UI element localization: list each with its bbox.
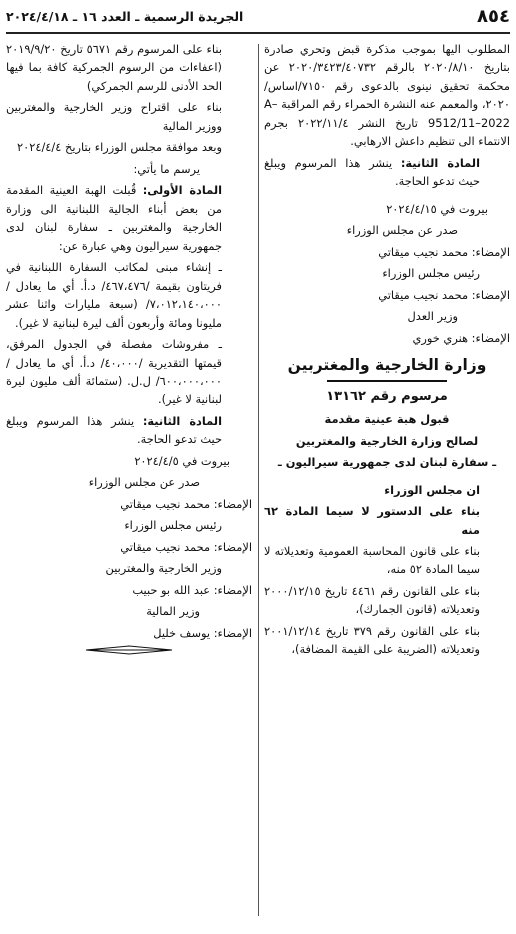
donation-item-building: ـ إنشاء مبنى لمكاتب السفارة اللبنانية في فريتاون بقيمة /٤٦٧،٤٧٦/ د.أ. أي ما يعادل /٧،٠١٢،١٤٠،٠٠٠/ (سبعة مليارات واثنا عشر مليونا ومائة وأربعون ألف ليرة لبنانية لا غير). [6,260,222,330]
page-header [6,0,510,34]
decree-subject-1: قبول هبة عينية مقدمة [324,412,450,427]
end-ornament-icon [84,645,174,655]
heading-underline [327,380,447,382]
basis-proposal: بناء على اقتراح وزير الخارجية والمغتربين ووزير المالية [6,100,222,133]
signature-pm-left: الإمضاء: محمد نجيب ميقاتي [120,496,252,511]
issued-by-left: صدر عن مجلس الوزراء [88,475,200,490]
article-one [6,181,252,255]
columns [6,40,510,920]
decree-number: مرسوم رقم ١٣١٦٢ [326,389,448,405]
column-divider [258,44,259,916]
finance-minister-title: وزير المالية [146,604,200,619]
decree-subject-2: لصالح وزارة الخارجية والمغتربين [295,433,479,448]
signature-pm-2: الإمضاء: محمد نجيب ميقاتي [378,287,510,302]
decree-date: بيروت في ٢٠٢٤/٤/١٥ [386,201,488,216]
right-column [264,40,510,920]
page-number: ٨٥٤ [477,5,510,27]
ministry-heading: وزارة الخارجية والمغتربين [287,356,487,375]
basis-customs-law: بناء على القانون رقم ٤٤٦١ تاريخ ٢٠٠٠/١٢/١٥ وتعديلاته (قانون الجمارك)، [264,583,480,617]
signature-pm: الإمضاء: محمد نجيب ميقاتي [378,244,510,259]
pm-title: رئيس مجلس الوزراء [382,266,480,281]
article-two [264,154,510,191]
signature-justice: الإمضاء: هنري خوري [412,330,510,345]
basis-exemptions-decree: بناء على المرسوم رقم ٥٦٧١ تاريخ ٢٠١٩/٩/٢٠ (اعفاءات من الرسوم الجمركية كافة بما فيها الحد الأدنى للرسم الجمركي) [6,42,222,93]
basis-accounting-law: بناء على قانون المحاسبة العمومية وتعديلاته لا سيما المادة ٥٢ منه، [264,544,480,577]
council-intro: ان مجلس الوزراء [384,482,480,497]
basis-vat-law: بناء على القانون رقم ٣٧٩ تاريخ ٢٠٠١/١٢/١٤ وتعديلاته (الضريبة على القيمة المضافة)، [264,623,481,657]
justice-minister-title: وزير العدل [407,309,458,324]
decree-subject-3: ـ سفارة لبنان لدى جمهورية سيراليون ـ [277,455,497,470]
decree-date-left: بيروت في ٢٠٢٤/٤/٥ [134,453,230,468]
constitution-basis: بناء على الدستور لا سيما المادة ٦٢ منه [264,504,480,537]
article-two-left-label: المادة الثانية: [142,413,222,428]
signature-finance-minister: الإمضاء: يوسف خليل [153,625,252,640]
article-one-label: المادة الأولى: [142,183,222,198]
article-two-left [6,412,252,449]
left-column [6,40,252,920]
article-one-text: قُبلت الهبة العينية المقدمة من بعض أبناء الجالية اللبنانية الى وزارة الخارجية والمغتربين ـ سفارة لبنان لدى جمهورية سيراليون وهي عبارة عن: [6,183,222,253]
decrees-following: يرسم ما يأتي: [133,161,200,176]
pm-title-left: رئيس مجلس الوزراء [124,518,222,533]
article-two-text: ينشر هذا المرسوم ويبلغ حيث تدعو الحاجة. [264,155,480,189]
basis-council-approval: وبعد موافقة مجلس الوزراء بتاريخ ٢٠٢٤/٤/٤ [17,140,222,155]
gazette-title: الجريدة الرسمية ـ العدد ١٦ ـ ٢٠٢٤/٤/١٨ [6,8,244,24]
continued-paragraph: المطلوب اليها بموجب مذكرة قبض وتحري صادرة بتاريخ ٢٠٢٠/٨/١٠ بالرقم ٢٠٢٠/٣٤٢٣/٤٠٧٣٢ عن محكمة تحقيق نينوى بالدعوى رقم ٧١٥٠/اساس/ ٢٠٢٠، والمعمم عنه النشرة الحمراء رقم المراقبة A–9512/11–2022 تاريخ النشر ٢٠٢٢/١١/٤ بجرم الانتماء الى تنظيم داعش الارهابي. [264,42,510,149]
signature-pm-left-2: الإمضاء: محمد نجيب ميقاتي [120,539,252,554]
signature-foreign-minister: الإمضاء: عبد الله بو حبيب [132,582,252,597]
foreign-minister-title: وزير الخارجية والمغتربين [105,561,222,576]
issued-by: صدر عن مجلس الوزراء [346,223,458,238]
article-two-label: المادة الثانية: [400,155,480,170]
article-two-left-text: ينشر هذا المرسوم ويبلغ حيث تدعو الحاجة. [6,413,222,447]
donation-item-furniture: ـ مفروشات مفصلة في الجدول المرفق، قيمتها التقديرية /٤٠،٠٠٠/ د.أ. أي ما يعادل /٦٠٠،٠٠٠،٠٠٠/ ل.ل. (ستمائة ألف مليون ليرة لبنانية لا غير). [6,337,222,407]
